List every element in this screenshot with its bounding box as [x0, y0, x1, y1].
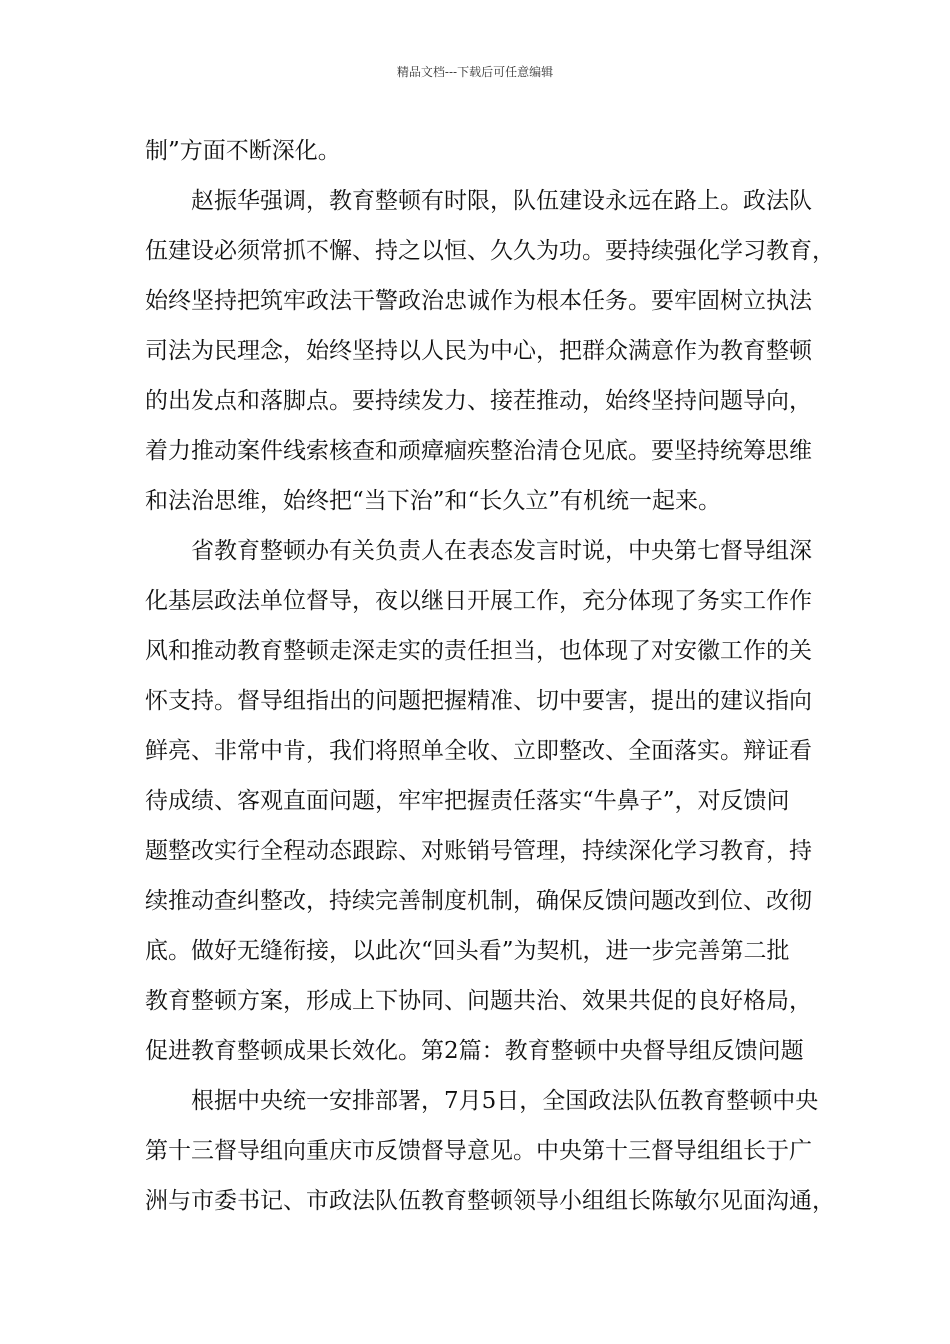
text-line: 怀支持。督导组指出的问题把握精准、切中要害，提出的建议指向: [145, 688, 812, 714]
text-line: 待成绩、客观直面问题，牢牢把握责任落实“牛鼻子”，对反馈问: [145, 788, 790, 814]
paragraph-first-line: 省教育整顿办有关负责人在表态发言时说，中央第七督导组深: [191, 538, 812, 564]
text-line: 始终坚持把筑牢政法干警政治忠诚作为根本任务。要牢固树立执法: [145, 288, 812, 314]
text-line: 的出发点和落脚点。要持续发力、接茬推动，始终坚持问题导向，: [145, 388, 812, 414]
text-line: 促进教育整顿成果长效化。第2篇：教育整顿中央督导组反馈问题: [145, 1038, 804, 1064]
text-line: 底。做好无缝衔接，以此次“回头看”为契机，进一步完善第二批: [145, 938, 790, 964]
text-line: 洲与市委书记、市政法队伍教育整顿领导小组组长陈敏尔见面沟通，: [145, 1188, 835, 1214]
page-header: 精品文档---下载后可任意编辑: [396, 65, 554, 79]
text-line: 化基层政法单位督导，夜以继日开展工作，充分体现了务实工作作: [145, 588, 812, 614]
text-line: 题整改实行全程动态跟踪、对账销号管理，持续深化学习教育，持: [145, 838, 812, 864]
text-line: 和法治思维，始终把“当下治”和“长久立”有机统一起来。: [145, 488, 722, 514]
text-line: 第十三督导组向重庆市反馈督导意见。中央第十三督导组组长于广: [145, 1138, 812, 1164]
text-line: 伍建设必须常抓不懈、持之以恒、久久为功。要持续强化学习教育，: [145, 238, 835, 264]
text-line: 风和推动教育整顿走深走实的责任担当，也体现了对安徽工作的关: [145, 638, 812, 664]
text-line: 着力推动案件线索核查和顽瘴痼疾整治清仓见底。要坚持统筹思维: [145, 438, 812, 464]
text-line: 续推动查纠整改，持续完善制度机制，确保反馈问题改到位、改彻: [145, 888, 812, 914]
text-line: 鲜亮、非常中肯，我们将照单全收、立即整改、全面落实。辩证看: [145, 738, 812, 764]
text-line: 司法为民理念，始终坚持以人民为中心，把群众满意作为教育整顿: [145, 338, 812, 364]
paragraph-first-line: 赵振华强调，教育整顿有时限，队伍建设永远在路上。政法队: [191, 188, 812, 214]
text-line: 教育整顿方案，形成上下协同、问题共治、效果共促的良好格局，: [145, 988, 812, 1014]
text-line: 制”方面不断深化。: [145, 138, 341, 164]
paragraph-first-line: 根据中央统一安排部署，7月5日，全国政法队伍教育整顿中央: [191, 1088, 819, 1114]
